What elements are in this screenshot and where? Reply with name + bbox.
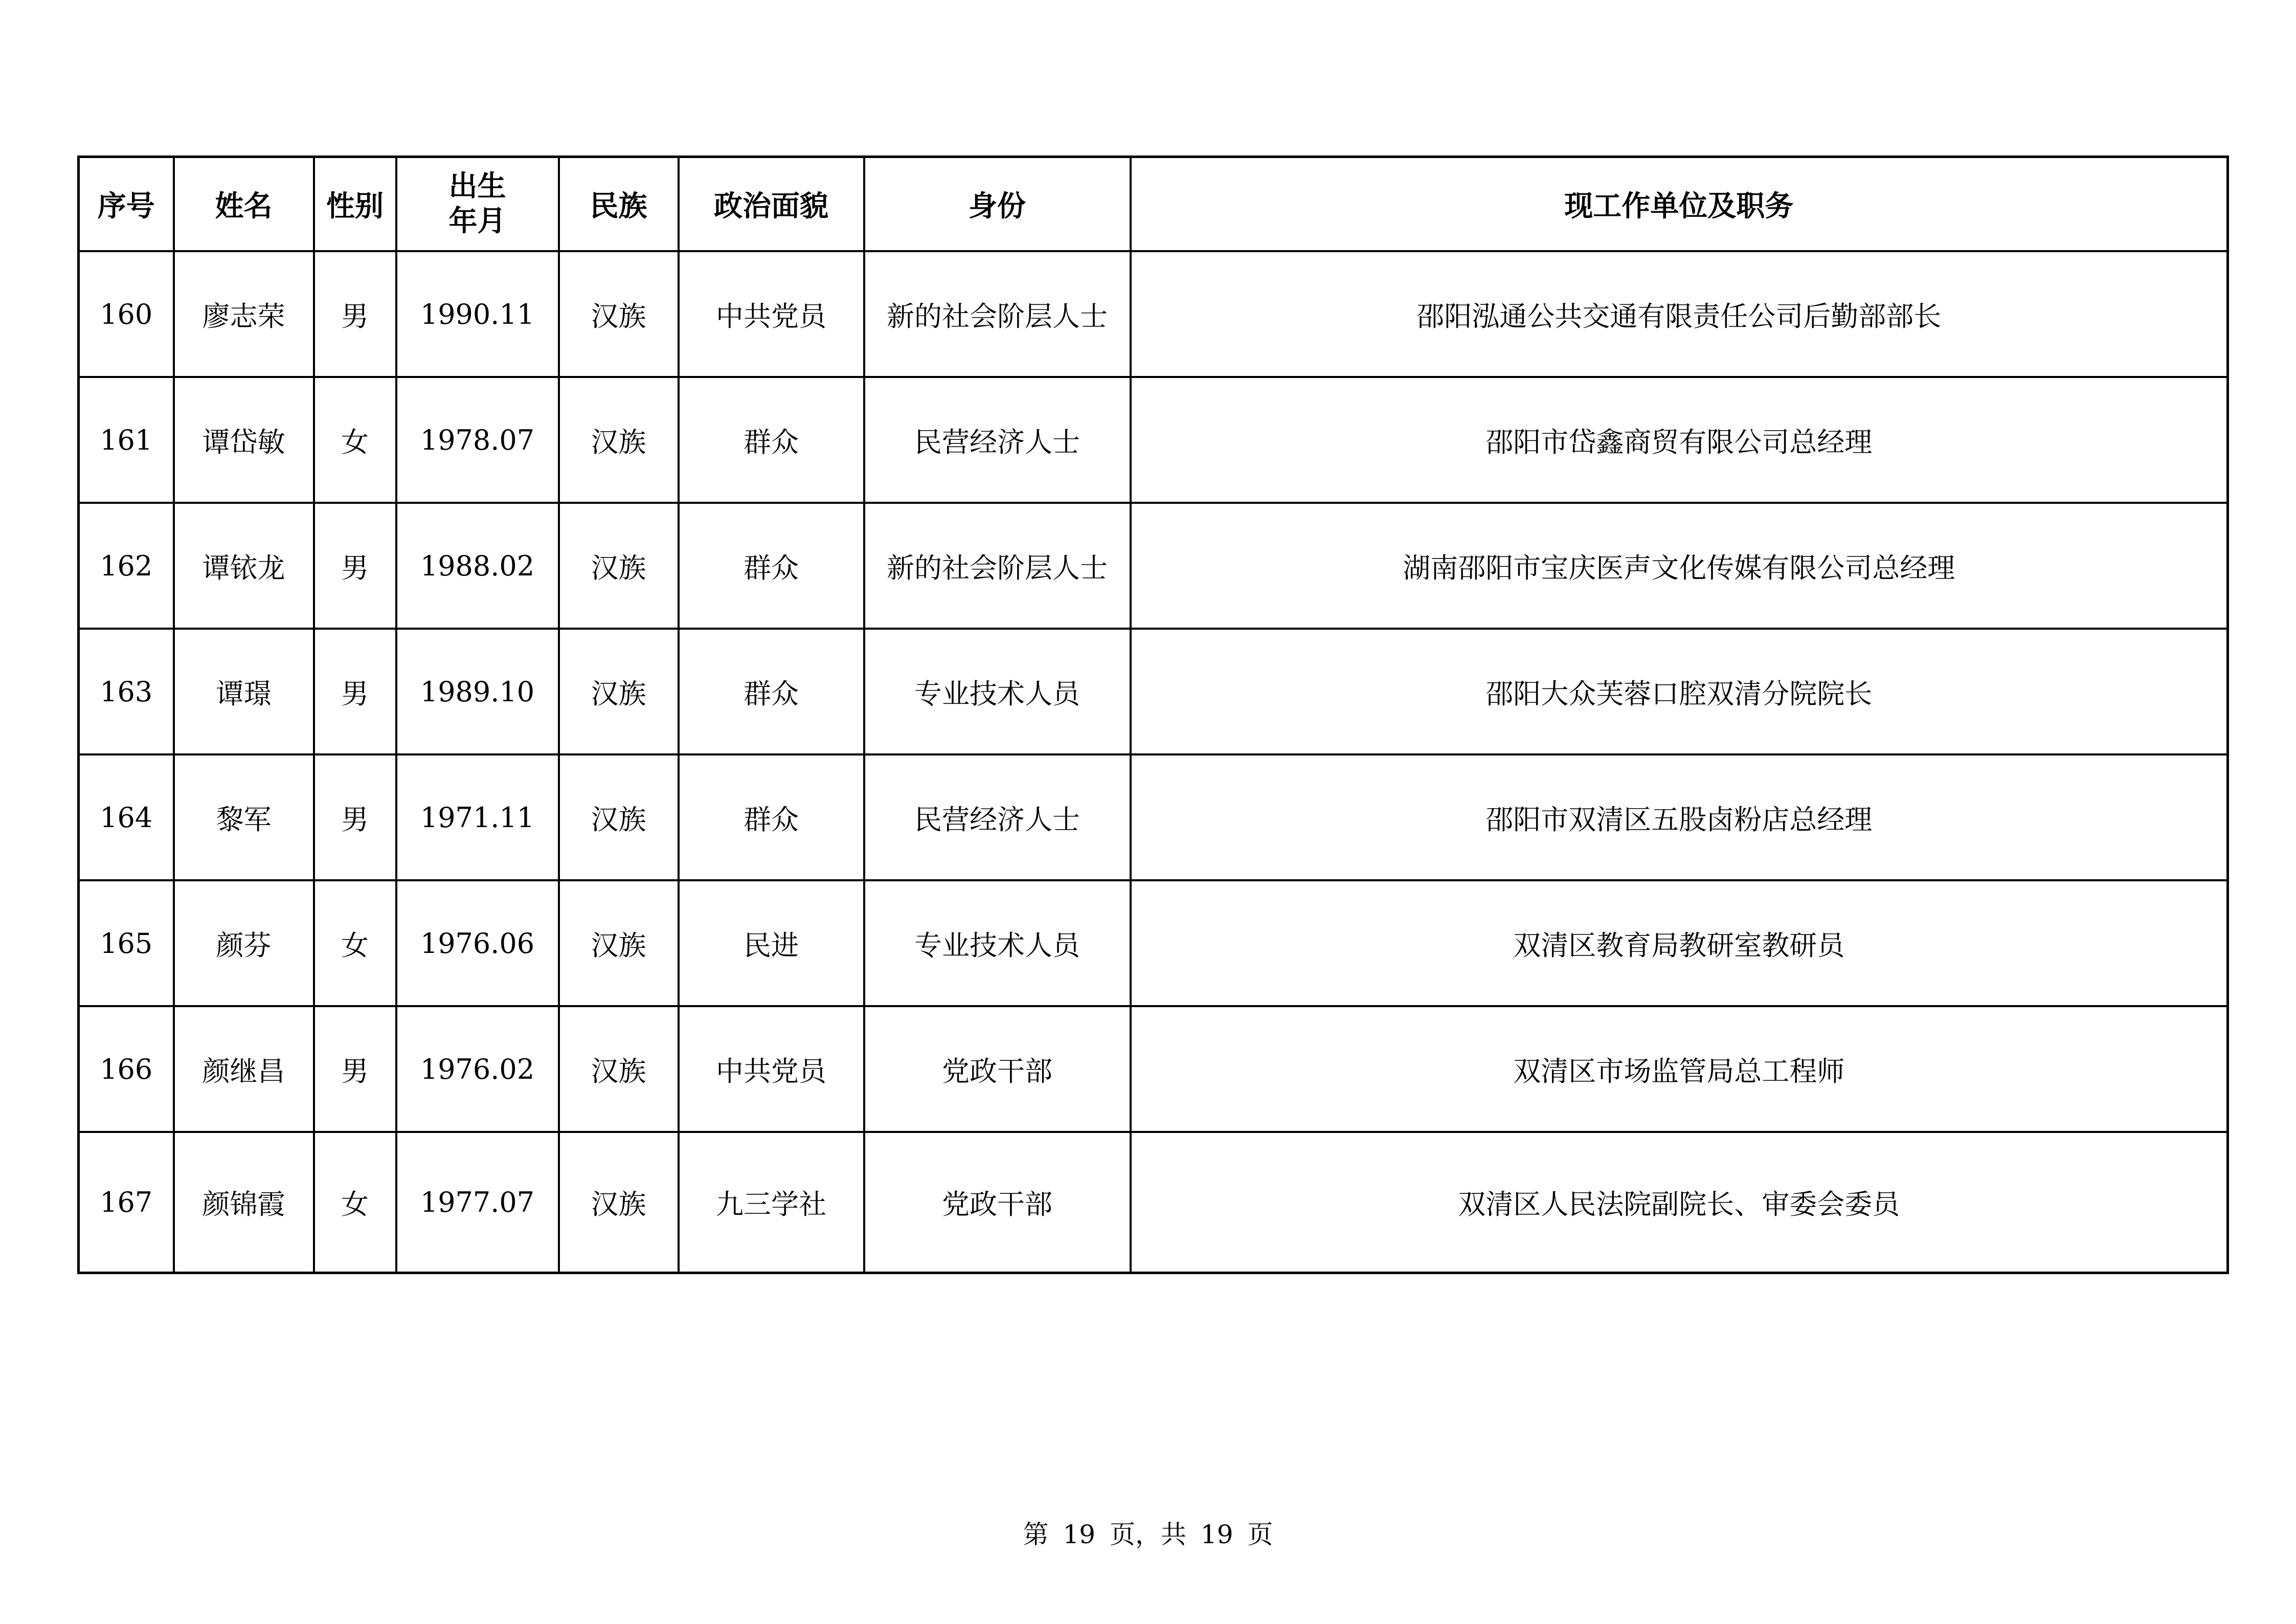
cell-workplace: 邵阳大众芙蓉口腔双清分院院长	[1131, 629, 2228, 754]
cell-identity: 新的社会阶层人士	[864, 503, 1131, 629]
cell-identity: 党政干部	[864, 1132, 1131, 1273]
cell-ethnicity: 汉族	[559, 251, 679, 377]
cell-seq: 164	[79, 754, 174, 880]
cell-political: 群众	[679, 629, 864, 754]
cell-identity: 党政干部	[864, 1006, 1131, 1132]
cell-workplace: 湖南邵阳市宝庆医声文化传媒有限公司总经理	[1131, 503, 2228, 629]
header-workplace: 现工作单位及职务	[1131, 157, 2228, 252]
header-birth-line1: 出生	[448, 170, 506, 203]
cell-political: 中共党员	[679, 1006, 864, 1132]
cell-political: 中共党员	[679, 251, 864, 377]
cell-birth: 1977.07	[396, 1132, 559, 1273]
cell-seq: 163	[79, 629, 174, 754]
cell-gender: 男	[314, 251, 396, 377]
table-row	[79, 629, 2228, 754]
cell-birth: 1976.02	[396, 1006, 559, 1132]
cell-name: 黎军	[174, 754, 314, 880]
cell-ethnicity: 汉族	[559, 1132, 679, 1273]
table-row	[79, 251, 2228, 377]
cell-birth: 1978.07	[396, 377, 559, 503]
cell-gender: 男	[314, 1006, 396, 1132]
table-row	[79, 880, 2228, 1006]
table-row	[79, 377, 2228, 503]
member-table	[77, 155, 2229, 1274]
cell-seq: 160	[79, 251, 174, 377]
table-row	[79, 754, 2228, 880]
cell-birth: 1990.11	[396, 251, 559, 377]
header-name: 姓名	[174, 157, 314, 252]
cell-gender: 女	[314, 880, 396, 1006]
cell-gender: 男	[314, 629, 396, 754]
cell-political: 九三学社	[679, 1132, 864, 1273]
cell-gender: 男	[314, 503, 396, 629]
header-row	[79, 157, 2228, 252]
cell-political: 群众	[679, 377, 864, 503]
cell-gender: 女	[314, 377, 396, 503]
cell-ethnicity: 汉族	[559, 754, 679, 880]
header-political: 政治面貌	[679, 157, 864, 252]
table-row	[79, 1006, 2228, 1132]
header-ethnicity: 民族	[559, 157, 679, 252]
cell-workplace: 邵阳市岱鑫商贸有限公司总经理	[1131, 377, 2228, 503]
cell-political: 民进	[679, 880, 864, 1006]
cell-gender: 男	[314, 754, 396, 880]
cell-seq: 166	[79, 1006, 174, 1132]
header-gender: 性别	[314, 157, 396, 252]
cell-workplace: 邵阳市双清区五股卤粉店总经理	[1131, 754, 2228, 880]
cell-ethnicity: 汉族	[559, 377, 679, 503]
cell-political: 群众	[679, 503, 864, 629]
cell-workplace: 邵阳泓通公共交通有限责任公司后勤部部长	[1131, 251, 2228, 377]
cell-name: 颜继昌	[174, 1006, 314, 1132]
cell-workplace: 双清区人民法院副院长、审委会委员	[1131, 1132, 2228, 1273]
table-row	[79, 503, 2228, 629]
cell-seq: 161	[79, 377, 174, 503]
cell-seq: 167	[79, 1132, 174, 1273]
page-footer: 第 19 页，共 19 页	[1023, 1520, 1273, 1549]
cell-ethnicity: 汉族	[559, 1006, 679, 1132]
cell-ethnicity: 汉族	[559, 503, 679, 629]
header-birth-line2: 年月	[448, 205, 506, 238]
cell-name: 廖志荣	[174, 251, 314, 377]
cell-name: 颜锦霞	[174, 1132, 314, 1273]
cell-name: 谭铱龙	[174, 503, 314, 629]
table-row	[79, 1132, 2228, 1273]
cell-birth: 1976.06	[396, 880, 559, 1006]
cell-workplace: 双清区市场监管局总工程师	[1131, 1006, 2228, 1132]
cell-name: 谭璟	[174, 629, 314, 754]
cell-workplace: 双清区教育局教研室教研员	[1131, 880, 2228, 1006]
header-seq: 序号	[79, 157, 174, 252]
cell-birth: 1971.11	[396, 754, 559, 880]
cell-identity: 专业技术人员	[864, 880, 1131, 1006]
cell-birth: 1989.10	[396, 629, 559, 754]
header-identity: 身份	[864, 157, 1131, 252]
header-birth	[396, 157, 559, 252]
cell-birth: 1988.02	[396, 503, 559, 629]
cell-identity: 民营经济人士	[864, 754, 1131, 880]
cell-seq: 162	[79, 503, 174, 629]
cell-seq: 165	[79, 880, 174, 1006]
cell-identity: 专业技术人员	[864, 629, 1131, 754]
cell-gender: 女	[314, 1132, 396, 1273]
cell-ethnicity: 汉族	[559, 629, 679, 754]
cell-identity: 新的社会阶层人士	[864, 251, 1131, 377]
cell-name: 谭岱敏	[174, 377, 314, 503]
cell-identity: 民营经济人士	[864, 377, 1131, 503]
cell-political: 群众	[679, 754, 864, 880]
cell-name: 颜芬	[174, 880, 314, 1006]
cell-ethnicity: 汉族	[559, 880, 679, 1006]
